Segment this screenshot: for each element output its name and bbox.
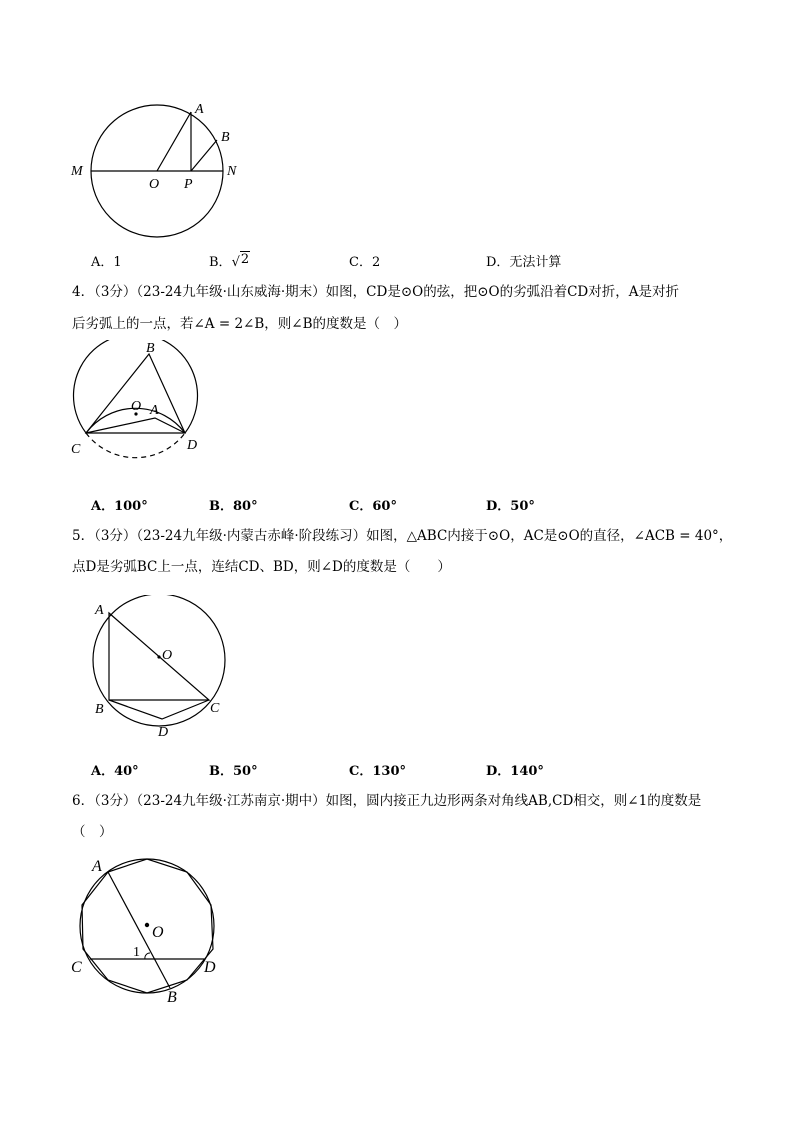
q3-choices	[91, 251, 731, 271]
q6-label-b: B	[167, 989, 177, 1006]
q5-center-dot	[157, 655, 160, 658]
q5-choice-b[interactable]: B．50°	[209, 764, 258, 779]
q4-stem-line1: 4．（3分）（23-24九年级·山东威海·期末）如图，CD是⊙O的弦，把⊙O的劣弧沿着CD对折，A是对折	[72, 284, 679, 300]
q6-label-o: O	[152, 924, 164, 941]
q4-label-c: C	[71, 442, 81, 457]
q6-label-c: C	[71, 959, 82, 976]
q4-choice-b[interactable]: B．80°	[209, 499, 258, 514]
q4-label-d: D	[187, 438, 198, 453]
q6-stem-line1: 6．（3分）（23-24九年级·江苏南京·期中）如图，圆内接正九边形两条对角线AB,CD相交，则∠1的度数是	[72, 793, 702, 809]
q5-stem-line2: 点D是劣弧BC上一点，连结CD、BD，则∠D的度数是（ ）	[72, 559, 451, 575]
q5-label-b: B	[95, 702, 104, 717]
q6-center-dot	[145, 923, 149, 927]
q6-label-d: D	[204, 959, 216, 976]
q3-label-a: A	[195, 102, 204, 117]
q6-stem-line2: （ ）	[72, 824, 113, 840]
q5-label-c: C	[210, 701, 220, 716]
q3-choice-b-radicand: 2	[240, 252, 250, 267]
q5-choice-c[interactable]: C．130°	[349, 764, 406, 779]
q4-label-b: B	[146, 341, 155, 356]
q3-label-o: O	[149, 177, 160, 192]
q4-choice-a[interactable]: A．100°	[91, 499, 148, 514]
q4-figure	[65, 340, 215, 470]
q6-label-a: A	[92, 858, 102, 875]
q3-choice-b-prefix: B．	[209, 255, 232, 270]
q6-label-angle-1: 1	[133, 945, 140, 960]
q5-label-d: D	[158, 725, 169, 740]
q3-label-p: P	[184, 177, 193, 192]
q5-figure	[85, 595, 245, 745]
q4-choice-c[interactable]: C．60°	[349, 499, 397, 514]
q4-label-a: A	[150, 403, 159, 418]
q3-label-m: M	[71, 164, 83, 179]
q3-segment-pb	[191, 140, 217, 171]
q3-segment-oa	[157, 112, 191, 171]
q5-label-a: A	[95, 603, 104, 618]
sqrt-symbol: √ 2	[231, 252, 250, 270]
q4-choices	[91, 495, 731, 515]
q5-circle	[93, 595, 225, 726]
q5-choice-d[interactable]: D．140°	[486, 764, 544, 779]
q3-figure	[60, 95, 260, 245]
q5-choice-a[interactable]: A．40°	[91, 764, 139, 779]
q5-stem-line1: 5．（3分）（23-24九年级·内蒙古赤峰·阶段练习）如图，△ABC内接于⊙O，AC是⊙O的直径，∠ACB = 40°，	[72, 528, 733, 544]
q6-angle-1-arc	[145, 953, 150, 959]
q4-stem-line2: 后劣弧上的一点，若∠A = 2∠B，则∠B的度数是（ ）	[72, 316, 408, 332]
q4-angle-a	[86, 418, 185, 433]
q3-choice-c[interactable]: C．2	[349, 255, 381, 270]
q3-label-b: B	[221, 130, 230, 145]
q4-choice-d[interactable]: D．50°	[486, 499, 535, 514]
q6-figure	[65, 850, 225, 1010]
q3-choice-b[interactable]	[209, 251, 250, 270]
q4-triangle-bcd	[86, 354, 185, 433]
q3-label-n: N	[227, 164, 237, 179]
q4-circle-lower-dashed	[86, 433, 185, 458]
q3-choice-d[interactable]: D．无法计算	[486, 255, 562, 270]
q4-label-o: O	[131, 399, 142, 414]
q5-choices	[91, 760, 731, 780]
q3-choice-a[interactable]: A．1	[91, 255, 122, 270]
q5-label-o: O	[162, 648, 173, 663]
